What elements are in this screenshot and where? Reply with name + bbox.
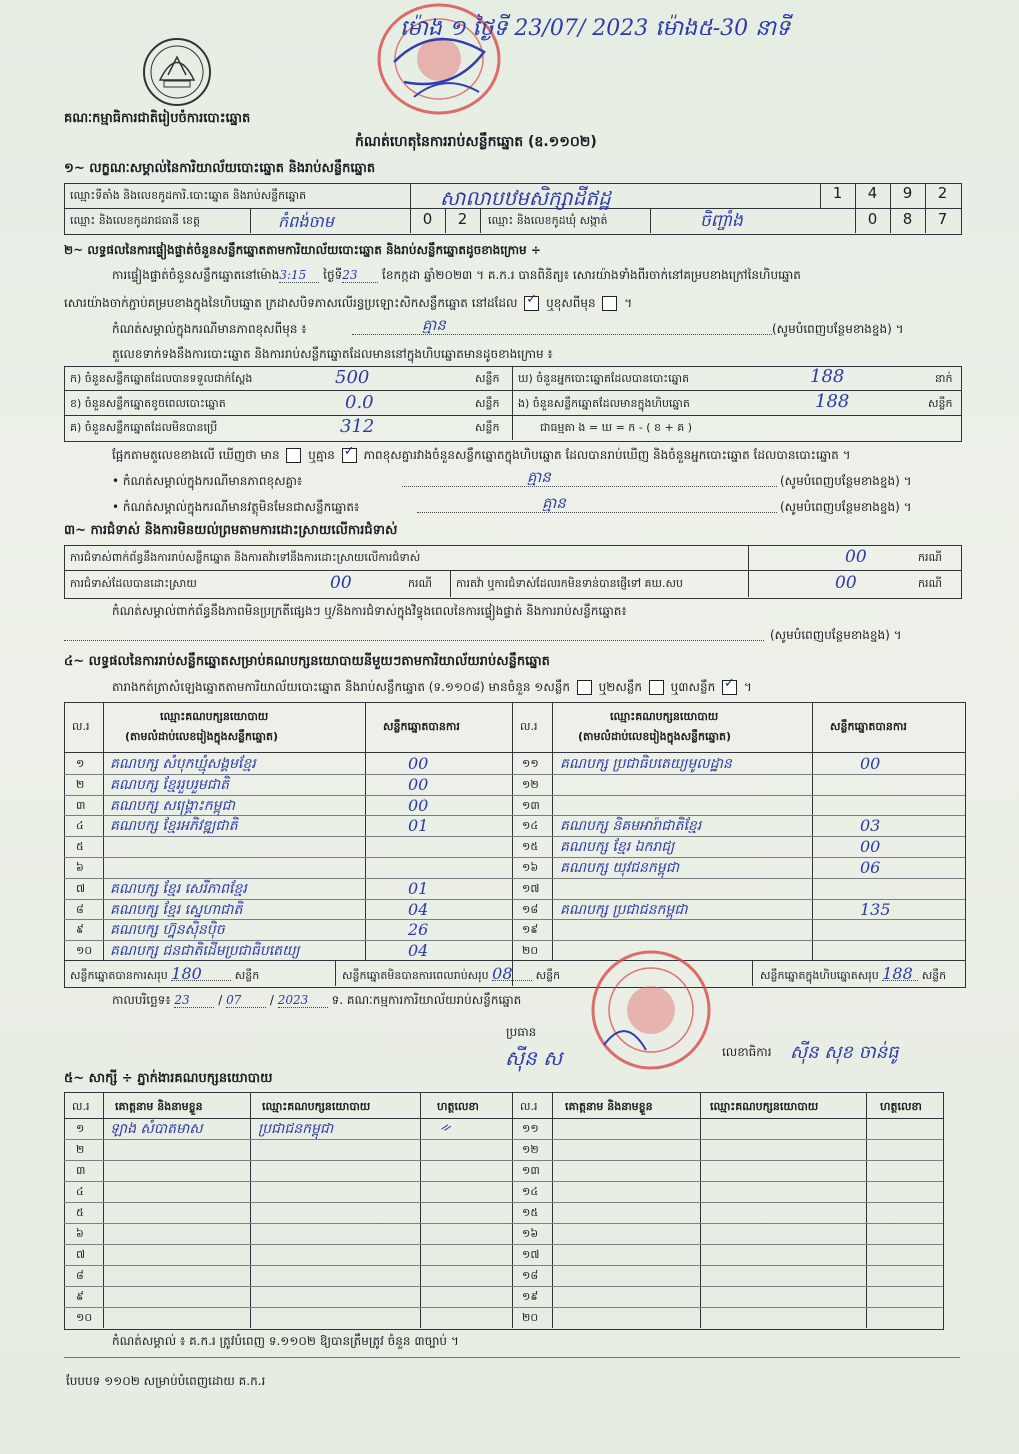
party-row-no: ៦: [76, 861, 84, 874]
witness-row-no: ៦: [76, 1227, 84, 1240]
party-row-name: គណបក្ស និគមអារ៉ាជាតិខ្មែរ: [560, 818, 702, 835]
col-votes-right: សន្លឹកឆ្នោតបានការ: [830, 720, 907, 733]
chair-signature: ស៊ីន ស: [505, 1046, 563, 1070]
party-row-no: ១៥: [522, 840, 539, 854]
discrepancy-note: • កំណត់សម្គាល់ក្នុងករណីមានភាពខុសគ្នា៖ គ្មាន (សូមបំពេញបន្ថែមខាងខ្នង) ។: [112, 468, 912, 488]
tally-sheet-line: តារាងកត់ត្រាសំឡេងឆ្នោតតាមការិយាល័យបោះឆ្នោត និងរាប់សន្លឹកឆ្នោត (ទ.១១០៨) មានចំនួន ១សន្លឹក ឬ២សន្លឹក ឬ៣សន្លឹក ✓ ។: [112, 680, 752, 695]
party-row-votes: 00: [860, 837, 881, 857]
row-divider: [512, 940, 965, 941]
row-divider: [512, 878, 965, 879]
witness-row-no-right: ១៣: [522, 1164, 540, 1177]
voters-unit: នាក់: [935, 372, 953, 385]
witness-col-name-right: គោត្តនាម និងនាមខ្លួន: [565, 1100, 653, 1113]
party-row-name: គណបក្ស ខ្មែរ សេរីភាពខ្មែរ: [110, 880, 247, 897]
witness-row-no-right: ១៩: [522, 1290, 539, 1303]
province-label: ឈ្មោះ និងលេខកូដរាជធានី ខេត្ត: [70, 214, 200, 227]
row-divider: [64, 1139, 943, 1140]
party-row-name: គណបក្ស ខ្មែរ ឯករាជ្យ: [560, 839, 675, 856]
party-row-votes: 26: [408, 920, 429, 940]
party-row-no: ១: [76, 757, 85, 770]
row-divider: [512, 795, 965, 796]
commune-code-1: 0: [867, 210, 878, 228]
total-valid-line: សន្លឹកឆ្នោតបានការសរុប 180 សន្លឹក: [70, 964, 260, 983]
party-row-no: ១៣: [522, 798, 540, 812]
received-ballots-value: 500: [335, 367, 370, 388]
forwarded-value: 00: [835, 573, 857, 593]
polling-station-name: សាលាបឋមសិក្សាដីឥដ្ឋ: [440, 186, 611, 210]
polling-station-label: ឈ្មោះទីតាំង និងលេខកូដការិ.បោះឆ្នោត និងរាប់សន្លឹកឆ្នោត: [70, 189, 307, 202]
form-footer: បែបបទ ១១០២ សម្រាប់បំពេញដោយ គ.ក.រ: [66, 1374, 266, 1388]
station-code-4: 2: [937, 184, 948, 202]
irregularities-fill-note: (សូមបំពេញបន្ថែមខាងខ្នង) ។: [770, 628, 902, 642]
party-row-name: គណបក្ស ខ្មែររួបរួមជាតិ: [110, 776, 230, 793]
spoiled-ballots-unit: សន្លឹក: [475, 397, 500, 410]
voters-value: 188: [810, 366, 845, 387]
row-divider: [64, 1307, 943, 1308]
party-row-name: គណបក្ស ខ្មែរ ស្នេហាជាតិ: [110, 901, 243, 918]
nec-emblem-icon: [140, 35, 214, 109]
party-row-no: ៣: [76, 798, 86, 812]
row-divider: [64, 836, 512, 837]
party-row-name: គណបក្ស យុវជនកម្ពុជា: [560, 860, 680, 876]
party-row-no: ១៧: [522, 881, 540, 895]
party-row-no: ១២: [522, 777, 539, 791]
two-sheet-checkbox[interactable]: [649, 680, 664, 695]
col-party-left: ឈ្មោះគណបក្សនយោបាយ: [160, 710, 269, 723]
col-no-right: ល.រ: [520, 720, 538, 733]
party-row-no: ៩: [76, 923, 84, 937]
party-row-votes: 00: [408, 754, 429, 773]
witness-row-no-right: ១១: [522, 1122, 539, 1135]
witness-row-no-right: ១៧: [522, 1248, 540, 1261]
party-row-votes: 04: [408, 941, 429, 961]
section3-heading: ៣~ ការជំទាស់ និងការមិនយល់ព្រមតាមការដោះស្រាយលើការជំទាស់: [64, 523, 398, 538]
party-row-votes: 06: [860, 858, 881, 877]
official-stamp-bottom: [586, 945, 716, 1075]
secretary-label: លេខាធិការ: [722, 1045, 772, 1059]
row-divider: [64, 1181, 943, 1182]
received-ballots-label: ក) ចំនួនសន្លឹកឆ្នោតដែលបានទទួលជាក់ស្តែង: [70, 372, 253, 385]
witness-row-signature: ᨀ: [440, 1119, 452, 1135]
party-row-votes: 135: [860, 899, 891, 919]
commune-name: ចិញ្ចាំង: [700, 211, 743, 231]
three-sheet-checkbox[interactable]: [722, 680, 737, 695]
result-date-line: កាលបរិច្ឆេទ៖ 23 / 07 / 2023 ទ. គណៈកម្មការការិយាល័យរាប់សន្លឹកឆ្នោត: [112, 993, 522, 1007]
row-divider: [64, 857, 512, 858]
witness-row-no: ១: [76, 1122, 85, 1135]
section1-heading: ១~ លក្ខណៈសម្គាល់នៃការិយាល័យបោះឆ្នោត និងរាប់សន្លឹកឆ្នោត: [64, 161, 376, 176]
station-code-3: 9: [902, 184, 913, 202]
spoiled-ballots-value: 0.0: [345, 392, 374, 413]
complaints-label: ការជំទាស់ពាក់ព័ន្ធនឹងការរាប់សន្លឹកឆ្នោត និងការតវ៉ាទៅនឹងការដោះស្រាយលើការជំទាស់: [70, 551, 421, 564]
party-row-name: គណបក្ស ប្រជាធិបតេយ្យមូលដ្ឋាន: [560, 756, 732, 772]
party-row-no: ១៤: [522, 819, 539, 833]
party-row-votes: 00: [408, 774, 429, 794]
received-ballots-unit: សន្លឹក: [475, 372, 500, 385]
complaints-value: 00: [845, 547, 867, 567]
resolved-value: 00: [330, 573, 352, 593]
witness-col-no-right: ល.រ: [520, 1100, 538, 1113]
party-row-votes: 00: [408, 795, 429, 815]
box-ballots-value: 188: [815, 391, 850, 412]
witness-col-sign-left: ហត្ថលេខា: [437, 1100, 479, 1113]
party-row-no: ៥: [76, 840, 84, 854]
secretary-signature: ស៊ីន សុខ ចាន់ធូ: [790, 1042, 899, 1063]
row-divider: [64, 1160, 943, 1161]
row-divider: [512, 919, 965, 920]
station-code-2: 4: [867, 184, 878, 202]
party-row-votes: 04: [408, 899, 429, 919]
witness-row-no-right: ១២: [522, 1143, 539, 1156]
witness-row-no-right: ១៤: [522, 1185, 539, 1198]
unused-ballots-unit: សន្លឹក: [475, 421, 500, 434]
witness-col-party-right: ឈ្មោះគណបក្សនយោបាយ: [710, 1100, 819, 1113]
voters-label: ឃ) ចំនួនអ្នកបោះឆ្នោតដែលបានបោះឆ្នោត: [518, 372, 690, 385]
party-row-name: គណបក្ស សង្គ្រោះកម្ពុជា: [110, 797, 235, 814]
row-divider: [64, 1223, 943, 1224]
foreign-object-note: • កំណត់សម្គាល់ក្នុងករណីមានវត្ថុមិនមែនជាសន្លឹកឆ្នោត៖ គ្មាន (សូមបំពេញបន្ថែមខាងខ្នង) ។: [112, 494, 912, 514]
party-row-votes: 01: [408, 816, 429, 836]
row-divider: [512, 774, 965, 775]
total-invalid-line: សន្លឹកឆ្នោតមិនបានការពេលរាប់សរុប 08 សន្លឹក: [342, 964, 561, 983]
party-row-name: គណបក្ស សំបុកឃ្មុំសង្គមខ្មែរ: [110, 756, 256, 772]
witness-col-no-left: ល.រ: [72, 1100, 90, 1113]
box-ballots-label: ង) ចំនួនសន្លឹកឆ្នោតដែលមានក្នុងហិបឆ្នោត: [518, 397, 690, 410]
row-divider: [64, 1286, 943, 1287]
unused-ballots-label: គ) ចំនួនសន្លឹកឆ្នោតដែលមិនបានប្រើ: [70, 421, 218, 434]
witness-row-no-right: ១៦: [522, 1227, 539, 1240]
section4-heading: ៤~ លទ្ធផលនៃការរាប់សន្លឹកឆ្នោតសម្រាប់គណបក្សនយោបាយនីមួយៗតាមការិយាល័យរាប់សន្លឹកឆ្នោត: [64, 654, 550, 669]
org-name: គណៈកម្មាធិការជាតិរៀបចំការបោះឆ្នោត: [64, 111, 251, 126]
has-discrepancy-checkbox[interactable]: [286, 448, 301, 463]
col-party-sub-left: (តាមលំដាប់លេខរៀងក្នុងសន្លឹកឆ្នោត): [125, 730, 278, 743]
province-name: កំពង់ចាម: [278, 212, 334, 231]
commune-code-2: 8: [902, 210, 913, 228]
witness-row-no: ៥: [76, 1206, 84, 1219]
party-row-no: ២០: [522, 944, 539, 958]
witness-row-no: ៤: [76, 1185, 84, 1198]
witness-row-no: ៨: [76, 1269, 84, 1282]
unused-ballots-value: 312: [340, 416, 375, 437]
witness-row-name: ឡាង សំបាតមាស: [110, 1121, 203, 1137]
witness-row-no: ៩: [76, 1290, 84, 1303]
witness-col-sign-right: ហត្ថលេខា: [880, 1100, 922, 1113]
witness-row-no: ៣: [76, 1164, 86, 1177]
party-row-name: គណបក្ស ហ្វ៊ុនស៊ិនប៉ិច: [110, 922, 225, 939]
col-party-sub-right: (តាមលំដាប់លេខរៀងក្នុងសន្លឹកឆ្នោត): [578, 730, 731, 743]
forwarded-label: ការតវ៉ា ឬការជំទាស់ដែលរកមិនទាន់បានផ្ញើទៅ គឃ.សប: [456, 577, 683, 590]
party-row-no: ៧: [76, 881, 86, 895]
total-box-line: សន្លឹកឆ្នោតក្នុងហិបឆ្នោតសរុប 188 សន្លឹក: [760, 964, 947, 983]
resolved-unit: ករណី: [408, 577, 432, 590]
unchanged-checkbox[interactable]: [524, 296, 539, 311]
party-row-votes: 00: [860, 754, 881, 773]
witness-row-no-right: ២០: [522, 1311, 539, 1324]
chair-label: ប្រធាន: [506, 1025, 537, 1039]
row-divider: [64, 1265, 943, 1266]
section5-heading: ៥~ សាក្សី ÷ ភ្នាក់ងារគណបក្សនយោបាយ: [64, 1071, 273, 1086]
handwritten-date-top: ម៉ោង ១ ថ្ងៃទី 23/07/ 2023 ម៉ោង៥-30 នាទី: [400, 16, 791, 41]
party-row-no: ២: [76, 777, 85, 791]
complaints-unit: ករណី: [918, 551, 942, 564]
formula: ជាធម្មតា ង = ឃ = ក - ( ខ + គ ): [540, 421, 692, 434]
row-divider: [64, 1244, 943, 1245]
commune-label: ឈ្មោះ និងលេខកូដឃុំ សង្កាត់: [488, 214, 608, 227]
figures-intro: តួលេខទាក់ទងនឹងការបោះឆ្នោត និងការរាប់សន្លឹកឆ្នោតដែលមាននៅក្នុងហិបឆ្នោតមានដូចខាងក្រោម ៖: [112, 347, 553, 361]
section2-heading: ២~ លទ្ធផលនៃការផ្ទៀងផ្ទាត់ចំនួនសន្លឹកឆ្នោតតាមការិយាល័យបោះឆ្នោត និងរាប់សន្លឹកឆ្នោតដូចខាងក្រោម ÷: [64, 243, 541, 257]
witness-row-no: ៧: [76, 1248, 86, 1261]
witness-col-name-left: គោត្តនាម និងនាមខ្លួន: [115, 1100, 203, 1113]
province-code-2: 2: [457, 210, 468, 228]
forwarded-unit: ករណី: [918, 577, 942, 590]
row-divider: [64, 1202, 943, 1203]
spoiled-ballots-label: ខ) ចំនួនសន្លឹកឆ្នោតខូចពេលបោះឆ្នោត: [70, 397, 226, 410]
verification-line-1: ការផ្ទៀងផ្ទាត់ចំនួនសន្លឹកឆ្នោតនៅម៉ោង3:15 ថ្ងៃទី23 ខែកក្កដា ឆ្នាំ២០២៣ ។ គ.ក.រ បានពិនិត្យ៖ សោរយ៉ាងទាំងពីរចាក់នៅគម្របខាងក្រៅនៃហិបឆ្នោត: [112, 268, 801, 282]
witness-row-no: ២: [76, 1143, 85, 1156]
difference-note-line: កំណត់សម្គាល់ក្នុងករណីមានភាពខុសពីមុន ៖ គ្មាន (សូមបំពេញបន្ថែមខាងខ្នង) ។: [112, 316, 904, 336]
witness-row-party: ប្រជាជនកម្ពុជា: [258, 1121, 334, 1137]
party-row-no: ១១: [522, 757, 539, 770]
party-row-name: គណបក្ស ជនជាតិដើមប្រជាធិបតេយ្យ: [110, 943, 300, 960]
box-ballots-unit: សន្លឹក: [928, 397, 953, 410]
witness-col-party-left: ឈ្មោះគណបក្សនយោបាយ: [262, 1100, 371, 1113]
discrepancy-line: ផ្អែកតាមតួលេខខាងលើ ឃើញថា មាន ឬគ្មាន ✓ ភាពខុសគ្នារវាងចំនួនសន្លឹកឆ្នោតក្នុងហិបឆ្នោត ដែលបានរាប់ឃើញ និងចំនួនអ្នកបោះឆ្នោត ដែលបានបោះឆ្នោត ។: [112, 448, 851, 463]
footnote: កំណត់សម្គាល់ ៖ គ.ក.រ ត្រូវបំពេញ ទ.១១០២ ឱ្យបានត្រឹមត្រូវ ចំនួន ៣ច្បាប់ ។: [112, 1334, 459, 1348]
irregularities-line: [64, 640, 764, 641]
witness-row-no-right: ១៨: [522, 1269, 539, 1282]
verification-line-2: សោរយ៉ាងចាក់ភ្ជាប់គម្របខាងក្នុងនៃហិបឆ្នោត ក្រដាសបិទភាសលើរន្ធប្រឡោះសិកសន្លឹកឆ្នោត នៅដដែល ✓ ឬខុសពីមុន ។: [64, 296, 632, 311]
party-row-name: គណបក្ស ខ្មែរអភិវឌ្ឍជាតិ: [110, 818, 238, 835]
irregularities-note: កំណត់សម្គាល់ពាក់ព័ន្ធនឹងភាពមិនប្រក្រតីផ្សេងៗ ឬ/និងការជំទាស់ក្នុងវិទ្ធុងពេលនៃការផ្ទៀងផ្ទាត់ និងការរាប់សន្លឹកឆ្នោត៖: [112, 604, 627, 618]
commune-code-3: 7: [937, 210, 948, 228]
col-party-right: ឈ្មោះគណបក្សនយោបាយ: [610, 710, 719, 723]
witness-row-no-right: ១៥: [522, 1206, 539, 1219]
no-discrepancy-checkbox[interactable]: [342, 448, 357, 463]
party-row-votes: 01: [408, 878, 429, 898]
party-row-no: ១៦: [522, 861, 539, 874]
party-row-no: ៤: [76, 819, 84, 833]
party-row-no: ៨: [76, 902, 84, 916]
party-row-no: ១០: [76, 944, 93, 958]
party-row-votes: 03: [860, 816, 881, 836]
one-sheet-checkbox[interactable]: [577, 680, 592, 695]
party-row-name: គណបក្ស ប្រជាជនកម្ពុជា: [560, 901, 688, 918]
resolved-label: ការជំទាស់ដែលបានដោះស្រាយ: [70, 577, 197, 590]
form-title: កំណត់ហេតុនៃការរាប់សន្លឹកឆ្នោត (ឧ.១១០២): [355, 134, 597, 150]
witness-row-no: ១០: [76, 1311, 93, 1324]
col-no-left: ល.រ: [72, 720, 90, 733]
changed-checkbox[interactable]: [602, 296, 617, 311]
station-code-1: 1: [832, 184, 843, 202]
party-row-no: ១៩: [522, 923, 539, 937]
party-row-no: ១៨: [522, 902, 539, 916]
col-votes-left: សន្លឹកឆ្នោតបានការ: [383, 720, 460, 733]
province-code-1: 0: [422, 210, 433, 228]
